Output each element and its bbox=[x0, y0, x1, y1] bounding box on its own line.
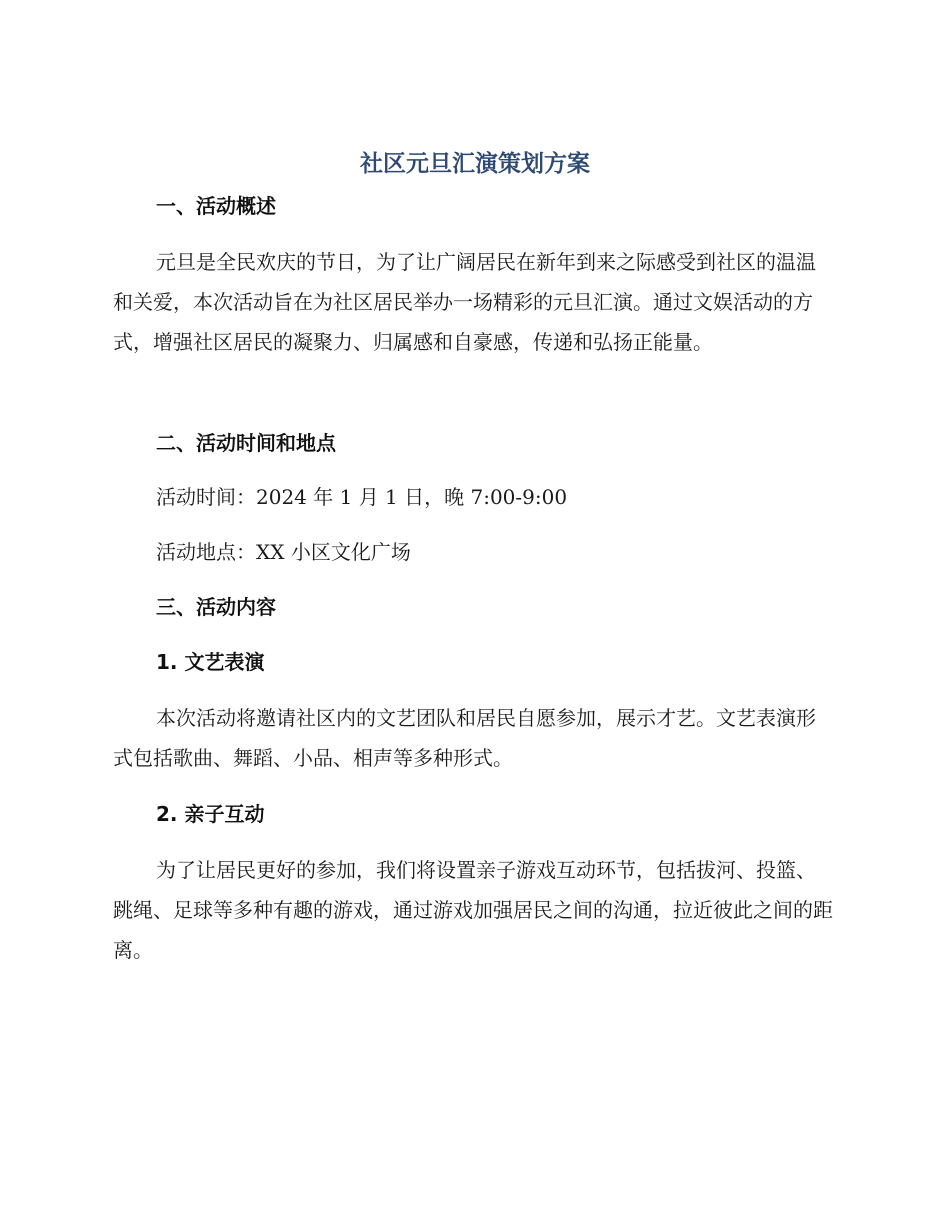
section-heading-time-place: 二、活动时间和地点 bbox=[156, 431, 336, 455]
document-title: 社区元旦汇演策划方案 bbox=[360, 151, 590, 177]
activity-place-line: 活动地点：XX 小区文化广场 bbox=[156, 540, 411, 564]
section-heading-content: 三、活动内容 bbox=[156, 595, 276, 619]
activity-time-line: 活动时间：2024 年 1 月 1 日，晚 7:00-9:00 bbox=[156, 485, 568, 509]
parent-child-paragraph: 为了让居民更好的参加，我们将设置亲子游戏互动环节，包括拔河、投篮、跳绳、足球等多种有趣的游戏，通过游戏加强居民之间的沟通，拉近彼此之间的距离。 bbox=[113, 858, 833, 962]
subsection-heading-performance: 1. 文艺表演 bbox=[156, 650, 265, 674]
subsection-heading-parent-child: 2. 亲子互动 bbox=[156, 802, 265, 826]
section-heading-overview: 一、活动概述 bbox=[156, 194, 276, 218]
performance-paragraph: 本次活动将邀请社区内的文艺团队和居民自愿参加，展示才艺。文艺表演形式包括歌曲、舞蹈、小品、相声等多种形式。 bbox=[113, 706, 816, 770]
overview-paragraph: 元旦是全民欢庆的节日，为了让广阔居民在新年到来之际感受到社区的温温和关爱，本次活动旨在为社区居民举办一场精彩的元旦汇演。通过文娱活动的方式，增强社区居民的凝聚力、归属感和自豪感，传递和弘扬正能量。 bbox=[113, 250, 816, 354]
